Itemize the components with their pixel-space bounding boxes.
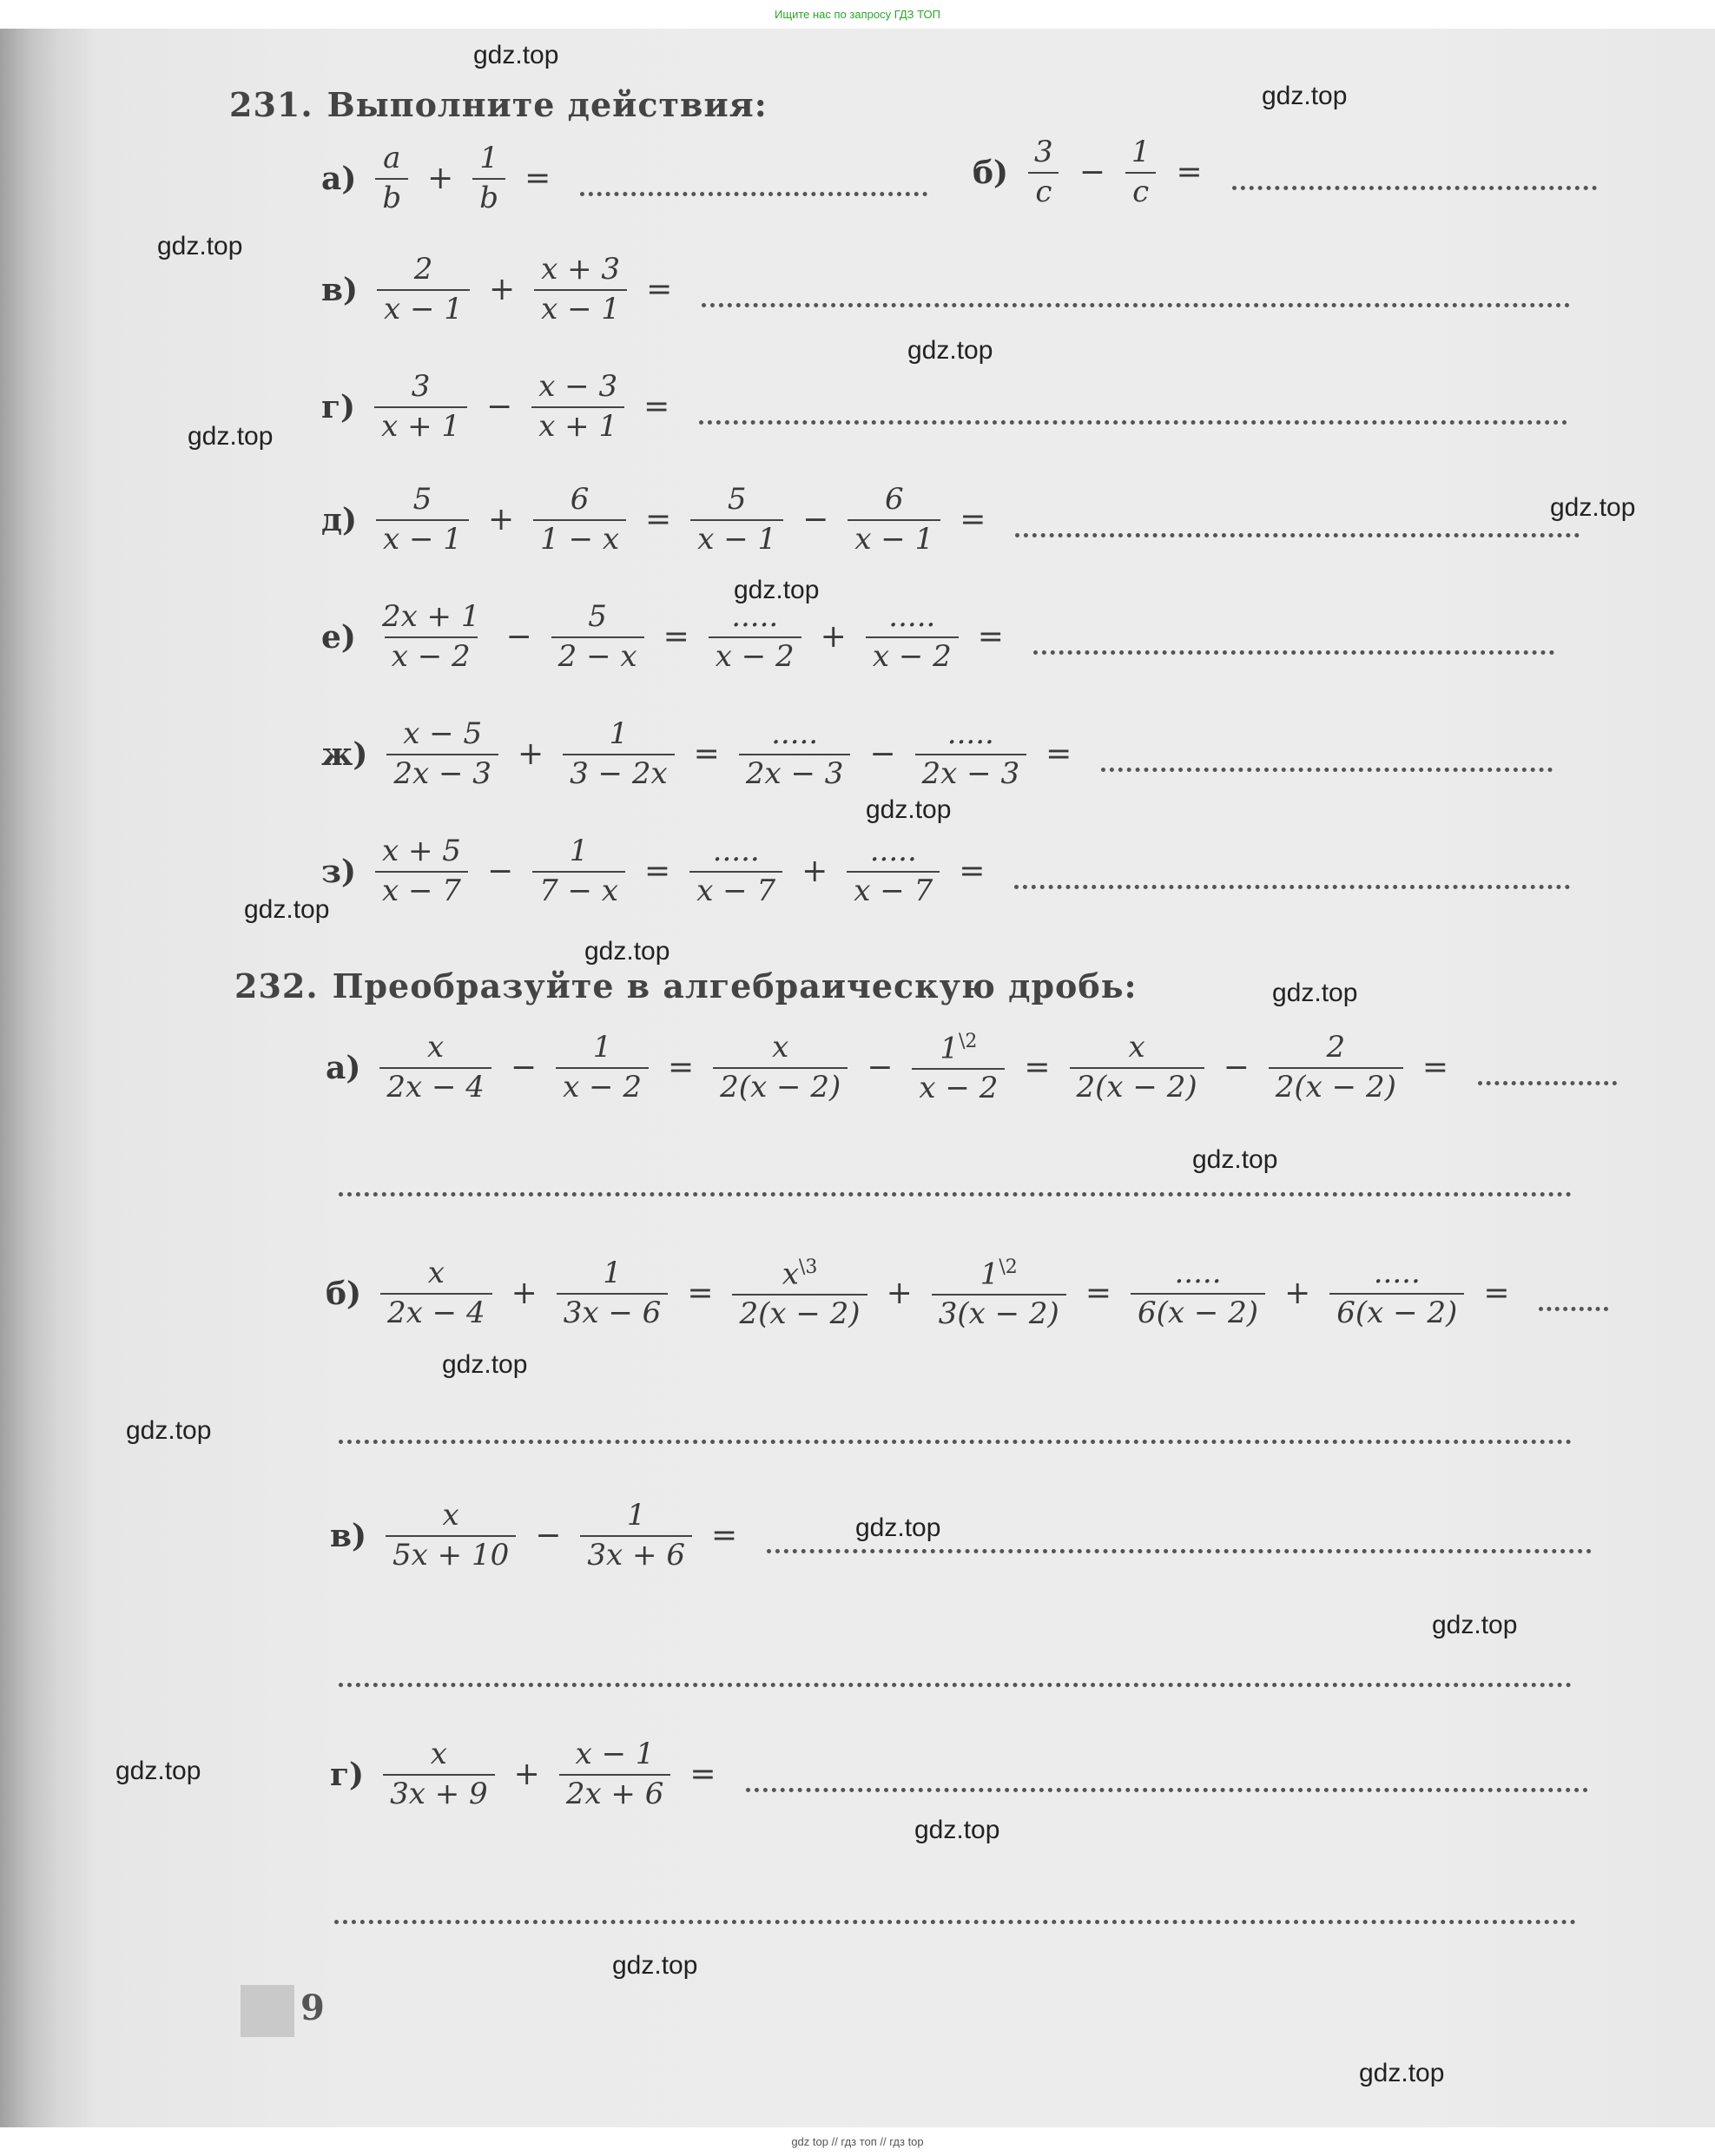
fraction: $\frac{x}{2(x - 2)}$ xyxy=(1070,1032,1204,1103)
equals-sign: = xyxy=(687,1276,714,1312)
watermark: gdz.top xyxy=(1550,493,1636,522)
fraction: $\frac{.....}{6(x - 2)}$ xyxy=(1329,1258,1464,1329)
equals-sign: = xyxy=(644,854,671,890)
equals-sign: = xyxy=(1045,736,1072,773)
fraction: $\frac{1}{b}$ xyxy=(472,143,505,214)
watermark: gdz.top xyxy=(584,937,670,966)
operator: + xyxy=(487,502,515,538)
fraction: $\frac{.....}{2x - 3}$ xyxy=(915,719,1027,789)
fraction: $\frac{6}{1 - x}$ xyxy=(533,485,626,555)
answer-blank[interactable] xyxy=(1014,885,1570,889)
fraction: $\frac{3}{x + 1}$ xyxy=(374,372,467,442)
answer-blank[interactable] xyxy=(1015,533,1580,537)
fraction: $\frac{.....}{6(x - 2)}$ xyxy=(1131,1258,1265,1329)
task-231-d xyxy=(321,482,1580,557)
fraction: $\frac{x}{2x - 4}$ xyxy=(380,1258,492,1329)
equals-sign: = xyxy=(663,619,689,656)
numerator: 1 xyxy=(980,1256,999,1292)
answer-line[interactable] xyxy=(339,1683,1572,1687)
footer-banner[interactable]: gdz top // гдз топ // гдз top xyxy=(791,2135,924,2148)
equals-sign: = xyxy=(1024,1050,1051,1086)
extra-factor: \3 xyxy=(798,1256,818,1278)
equals-sign: = xyxy=(668,1050,695,1086)
task-231-z xyxy=(321,836,1570,907)
fraction: $\frac{a}{b}$ xyxy=(375,143,408,214)
fraction: $\frac{.....}{x - 7}$ xyxy=(689,836,782,907)
fraction: $\frac{1}{3x - 6}$ xyxy=(557,1258,669,1329)
task-231-number: 231. xyxy=(229,85,313,124)
fraction: $\frac{x + 5}{x - 7}$ xyxy=(375,836,468,907)
numerator: x xyxy=(782,1256,799,1292)
operator: + xyxy=(511,1276,538,1312)
watermark: gdz.top xyxy=(244,895,330,924)
fraction: $\frac{1^{\backslash 2}}{3(x - 2)}$ xyxy=(932,1257,1066,1330)
fraction: $\frac{.....}{2x - 3}$ xyxy=(739,719,851,789)
task-231-title: Выполните действия: xyxy=(327,85,768,124)
fraction: $\frac{5}{2 - x}$ xyxy=(551,602,644,672)
fraction: $\frac{5}{x - 1}$ xyxy=(690,485,783,555)
operator: − xyxy=(1078,155,1105,191)
fraction: $\frac{1}{x - 2}$ xyxy=(556,1032,649,1103)
fraction: $\frac{2}{2(x - 2)}$ xyxy=(1269,1032,1403,1103)
item-label: б) xyxy=(973,154,1009,191)
operator: − xyxy=(802,502,829,538)
item-label: д) xyxy=(321,501,358,538)
item-label: з) xyxy=(321,853,357,890)
operator: − xyxy=(535,1518,562,1554)
fraction: $\frac{1}{7 - x}$ xyxy=(532,836,625,907)
watermark: gdz.top xyxy=(115,1757,201,1785)
fraction: $\frac{x - 5}{2x - 3}$ xyxy=(386,719,498,789)
equals-sign: = xyxy=(643,389,670,425)
equals-sign: = xyxy=(977,619,1004,656)
watermark: gdz.top xyxy=(188,422,274,451)
operator: + xyxy=(820,619,847,656)
item-label: г) xyxy=(321,388,356,425)
fraction: $\frac{6}{x - 1}$ xyxy=(848,485,940,555)
fraction: $\frac{.....}{x - 7}$ xyxy=(847,836,940,907)
answer-blank[interactable] xyxy=(702,303,1570,307)
answer-blank[interactable] xyxy=(1232,186,1597,190)
watermark: gdz.top xyxy=(1272,979,1358,1007)
operator: + xyxy=(801,854,828,890)
fraction: $\frac{2}{x - 1}$ xyxy=(377,254,470,325)
answer-blank[interactable] xyxy=(1539,1307,1608,1311)
fraction: $\frac{x + 3}{x - 1}$ xyxy=(534,254,627,325)
answer-blank[interactable] xyxy=(767,1549,1592,1553)
fraction: $\frac{x}{3x + 9}$ xyxy=(383,1739,495,1810)
equals-sign: = xyxy=(645,502,672,538)
answer-line[interactable] xyxy=(334,1920,1576,1924)
extra-factor: \2 xyxy=(999,1256,1018,1278)
item-label: а) xyxy=(321,160,357,197)
watermark: gdz.top xyxy=(126,1416,212,1445)
task-231-zh xyxy=(321,716,1553,791)
item-label: а) xyxy=(326,1049,361,1086)
task-232-v xyxy=(330,1500,1592,1571)
operator: − xyxy=(486,389,513,425)
task-231-a xyxy=(321,143,927,214)
extra-factor: \2 xyxy=(958,1031,978,1052)
equals-sign: = xyxy=(1176,155,1203,191)
operator: + xyxy=(488,272,516,308)
fraction: $\frac{x^{\backslash 3}}{2(x - 2)}$ xyxy=(732,1257,867,1330)
equals-sign: = xyxy=(1085,1276,1111,1312)
operator: − xyxy=(510,1050,538,1086)
numerator: 1 xyxy=(940,1031,959,1066)
item-label: в) xyxy=(330,1517,367,1554)
equals-sign: = xyxy=(960,502,986,538)
task-231-heading xyxy=(229,85,768,124)
operator: + xyxy=(513,1757,540,1793)
fraction: $\frac{1}{3x + 6}$ xyxy=(580,1500,692,1571)
watermark: gdz.top xyxy=(442,1350,528,1379)
item-label: в) xyxy=(321,271,359,308)
fraction: $\frac{x}{5x + 10}$ xyxy=(386,1500,516,1571)
equals-sign: = xyxy=(524,161,551,197)
watermark: gdz.top xyxy=(1262,82,1348,110)
fraction: $\frac{1}{3 - 2x}$ xyxy=(563,719,675,789)
operator: + xyxy=(1284,1276,1311,1312)
task-231-e xyxy=(321,599,1554,674)
answer-blank[interactable] xyxy=(1478,1081,1617,1085)
operator: − xyxy=(869,736,896,773)
answer-blank[interactable] xyxy=(1033,650,1554,655)
fraction: $\frac{x - 3}{x + 1}$ xyxy=(531,372,624,442)
watermark: gdz.top xyxy=(612,1951,698,1980)
task-232-title: Преобразуйте в алгебраическую дробь: xyxy=(332,966,1138,1005)
fraction: $\frac{.....}{x - 2}$ xyxy=(709,602,801,672)
operator: + xyxy=(517,736,544,773)
watermark: gdz.top xyxy=(473,41,559,69)
fraction: $\frac{x}{2(x - 2)}$ xyxy=(713,1032,848,1103)
operator: + xyxy=(886,1276,913,1312)
textbook-page xyxy=(0,29,1715,2127)
fraction: $\frac{x - 1}{2x + 6}$ xyxy=(559,1739,671,1810)
equals-sign: = xyxy=(693,736,720,773)
answer-blank[interactable] xyxy=(580,192,927,196)
task-231-g xyxy=(321,369,1567,444)
task-232-a xyxy=(326,1032,1617,1104)
watermark: gdz.top xyxy=(907,336,993,365)
watermark: gdz.top xyxy=(157,232,243,260)
task-232-g xyxy=(330,1739,1588,1810)
fraction: $\frac{2x + 1}{x - 2}$ xyxy=(381,599,480,674)
task-232-b xyxy=(326,1257,1608,1330)
watermark: gdz.top xyxy=(855,1513,941,1542)
equals-sign: = xyxy=(646,272,673,308)
watermark: gdz.top xyxy=(1432,1611,1518,1639)
equals-sign: = xyxy=(710,1518,738,1554)
task-231-b xyxy=(973,137,1597,208)
fraction: $\frac{1^{\backslash 2}}{x - 2}$ xyxy=(912,1032,1005,1104)
fraction: $\frac{3}{c}$ xyxy=(1027,137,1060,208)
watermark: gdz.top xyxy=(866,795,952,824)
watermark: gdz.top xyxy=(1192,1145,1278,1174)
fraction: $\frac{.....}{x - 2}$ xyxy=(866,602,959,672)
answer-blank[interactable] xyxy=(699,420,1567,425)
equals-sign: = xyxy=(959,854,986,890)
equals-sign: = xyxy=(689,1757,716,1793)
item-label: б) xyxy=(326,1275,362,1312)
fraction: $\frac{5}{x - 1}$ xyxy=(376,485,469,555)
item-label: е) xyxy=(321,618,356,656)
item-label: г) xyxy=(330,1756,365,1793)
operator: − xyxy=(867,1050,894,1086)
fraction: $\frac{x}{2x - 4}$ xyxy=(379,1032,491,1103)
task-231-v xyxy=(321,254,1570,325)
watermark: gdz.top xyxy=(734,576,820,604)
site-banner[interactable]: Ищите нас по запросу ГДЗ ТОП xyxy=(775,8,940,21)
operator: − xyxy=(505,619,532,656)
book-spine-shadow xyxy=(0,29,96,2127)
item-label: ж) xyxy=(321,735,368,773)
page-number: 9 xyxy=(300,1988,325,2028)
operator: − xyxy=(1223,1050,1250,1086)
task-232-heading xyxy=(234,966,1138,1005)
watermark: gdz.top xyxy=(1359,2059,1445,2087)
fraction: $\frac{1}{c}$ xyxy=(1125,137,1158,208)
answer-blank[interactable] xyxy=(746,1788,1588,1792)
watermark: gdz.top xyxy=(914,1816,1000,1844)
task-232-number: 232. xyxy=(234,966,319,1005)
equals-sign: = xyxy=(1483,1276,1510,1312)
answer-line[interactable] xyxy=(339,1440,1572,1444)
operator: − xyxy=(486,854,514,890)
page-number-box xyxy=(241,1985,294,2037)
answer-blank[interactable] xyxy=(1101,768,1553,772)
operator: + xyxy=(427,161,454,197)
equals-sign: = xyxy=(1421,1050,1449,1086)
answer-line[interactable] xyxy=(339,1192,1572,1197)
